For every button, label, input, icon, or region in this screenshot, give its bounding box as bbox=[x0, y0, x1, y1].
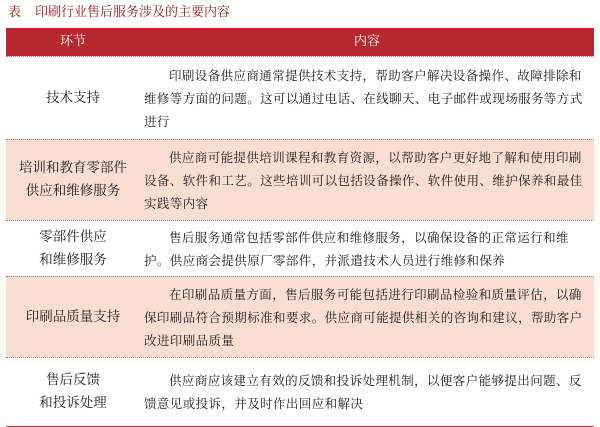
table-caption bbox=[8, 4, 230, 22]
header-content: 内容 bbox=[353, 34, 380, 49]
row-content: 售后服务通常包括零部件供应和维修服务，以确保设备的正常运行和维护。供应商会提供原厂零部件，并派遣技术人员进行维修和保养 bbox=[144, 229, 569, 268]
row-content: 印刷设备供应商通常提供技术支持，帮助客户解决设备操作、故障排除和维修等方面的问题。这可以通过电话、在线聊天、电子邮件或现场服务等方式进行 bbox=[144, 67, 583, 129]
row-content: 供应商应该建立有效的反馈和投诉处理机制，以便客户能够提出问题、反馈意见或投诉，并及时作出回应和解决 bbox=[144, 373, 582, 411]
service-table bbox=[6, 28, 594, 427]
table-row bbox=[6, 220, 594, 276]
caption-label: 表 bbox=[8, 5, 22, 20]
row-stage: 售后反馈 和投诉处理 bbox=[39, 372, 107, 411]
table-header-row bbox=[6, 28, 594, 56]
row-stage: 印刷品质量支持 bbox=[25, 308, 121, 325]
row-stage: 技术支持 bbox=[46, 89, 100, 106]
table-row bbox=[6, 56, 594, 139]
header-stage: 环节 bbox=[59, 34, 86, 49]
table-row bbox=[6, 357, 594, 426]
row-stage: 零部件供应 和维修服务 bbox=[39, 228, 107, 268]
row-content: 在印刷品质量方面，售后服务可能包括进行印刷品检验和质量评估，以确保印刷品符合预期标准和要求。供应商可能提供相关的咨询和建议，帮助客户改进印刷品质量 bbox=[144, 286, 583, 348]
table-row bbox=[6, 139, 594, 220]
row-content: 供应商可能提供培训课程和教育资源，以帮助客户更好地了解和使用印刷设备、软件和工艺。这些培训可以包括设备操作、软件使用、维护保养和最佳实践等内容 bbox=[144, 149, 583, 211]
caption-title: 印刷行业售后服务涉及的主要内容 bbox=[35, 5, 231, 20]
table-row bbox=[6, 276, 594, 357]
row-stage: 培训和教育零部件 供应和维修服务 bbox=[19, 160, 127, 199]
